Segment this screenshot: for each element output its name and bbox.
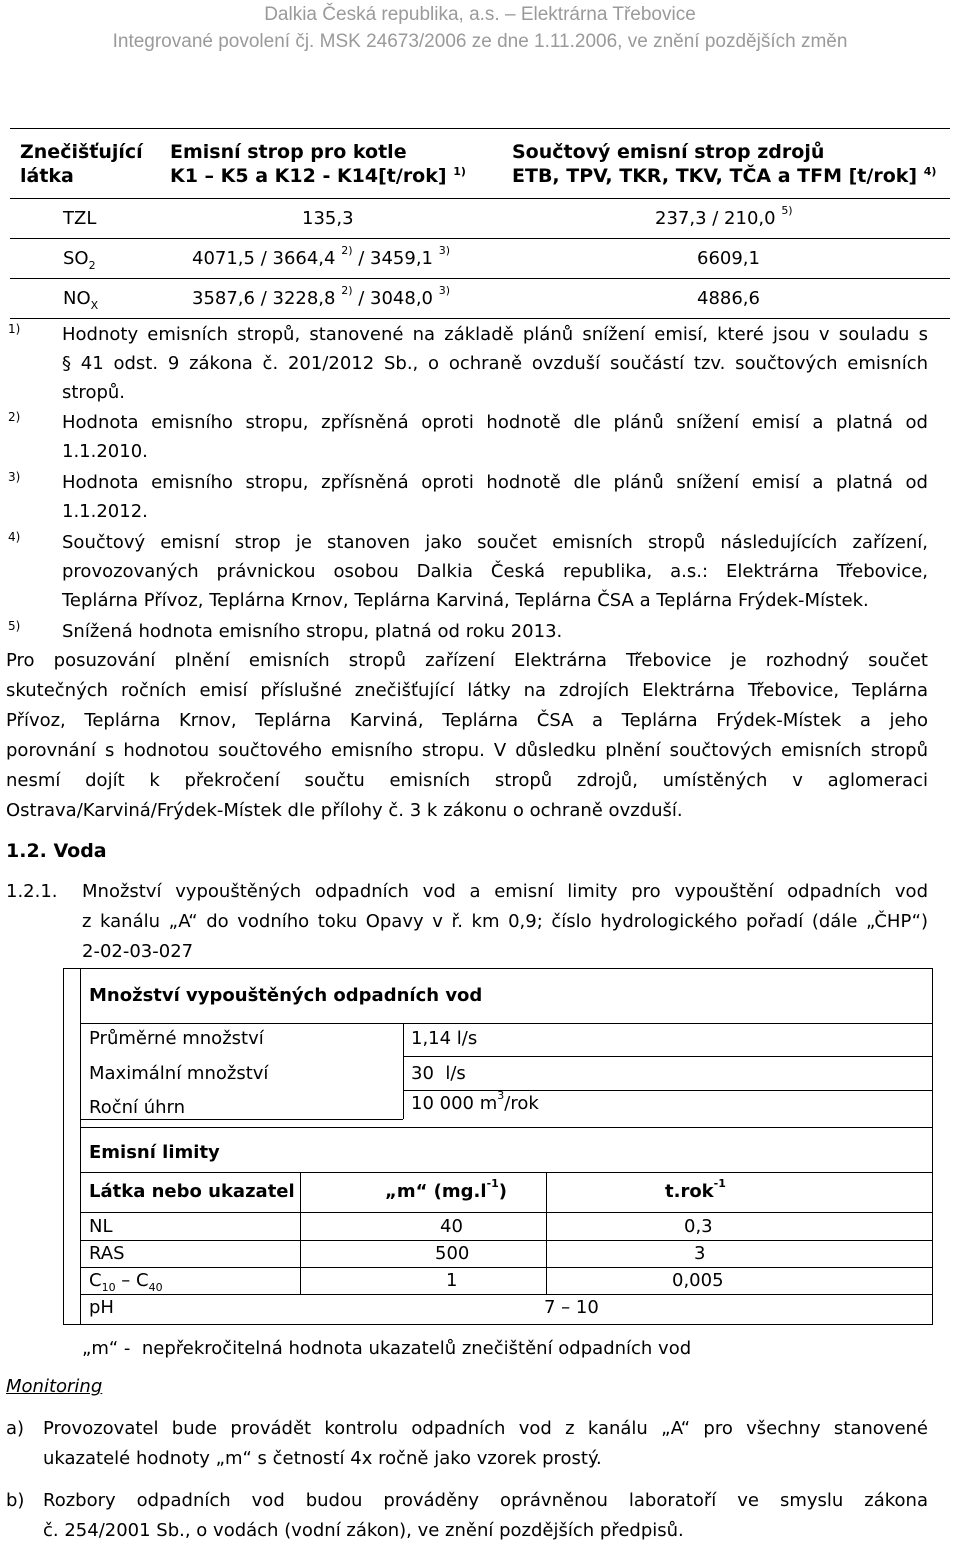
footnote-2: Hodnota emisního stropu, zpřísněná oproti hodnotě dle plánů snížení emisí a platná od 1.1.2010.	[62, 412, 928, 462]
limit-t-nl: 0,3	[684, 1216, 713, 1237]
monitoring-mark-b: b)	[6, 1490, 25, 1511]
boiler-cap-tzl: 135,3	[302, 208, 354, 229]
footnote-mark-5: 5)	[8, 619, 21, 633]
substance-so2: $SO_2$	[63, 248, 96, 272]
table-header-boiler-cap: Emisní strop pro kotle K1 – K5 a K12 - K14[t/rok] $^{1)}$	[170, 141, 466, 187]
limit-m-c10-c40: 1	[446, 1270, 458, 1291]
limits-header-m: „m“ $(mg.l^{-1})$	[385, 1177, 508, 1202]
limits-title: Emisní limity	[89, 1142, 220, 1163]
limit-name-c10-c40: $C_{10} - C_{40}$	[89, 1270, 163, 1294]
total-cap-tzl: 237,3 / 210,0 $^{5)}$	[655, 204, 793, 229]
monitoring-item-a: Provozovatel bude provádět kontrolu odpadních vod z kanálu „A“ pro všechny stanovené ukazatelé hodnoty „m“ s četností 4x ročně jako vzorek prostý.	[43, 1418, 928, 1469]
table-header-border	[10, 198, 950, 199]
boiler-cap-so2: 4071,5 / 3664,4 $^{2)}$ / 3459,1 $^{3)}$	[192, 244, 451, 269]
limit-m-nl: 40	[440, 1216, 463, 1237]
limit-t-c10-c40: 0,005	[672, 1270, 724, 1291]
subsection-text: Množství vypouštěných odpadních vod a emisní limity pro vypouštění odpadních vod z kanálu „A“ do vodního toku Opavy v ř. km 0,9; číslo hydrologického pořadí (dále „ČHP“) 2-02-03-027	[82, 881, 928, 962]
table-header-substance: Znečišťující látka	[20, 141, 143, 187]
footnote-1: Hodnoty emisních stropů, stanovené na základě plánů snížení emisí, které jsou v souladu s § 41 odst. 9 zákona č. 201/2012 Sb., o ochraně ovzduší součástí tzv. součtových emisních stropů.	[62, 324, 928, 403]
section-title: 1.2. Voda	[6, 840, 107, 862]
table-header-total-cap: Součtový emisní strop zdrojů ETB, TPV, TKR, TKV, TČA a TFM [t/rok] $^{4)}$	[512, 141, 937, 187]
summary-paragraph: Pro posuzování plnění emisních stropů zařízení Elektrárna Třebovice je rozhodný součet skutečných ročních emisí příslušné znečišťující látky na zdrojích Elektrárna Třebovice, Teplárna Přívoz, Teplárna Krnov, Teplárna Karviná, Teplárna ČSA a Teplárna Frýdek-Místek a jeho porovnání s hodnotou součtového emisního stropu. V důsledku plnění součtových emisních stropů nesmí dojít k překročení součtu emisních stropů zdrojů, umístěných v aglomeraci Ostrava/Karviná/Frýdek-Místek dle přílohy č. 3 k zákonu o ochraně ovzduší.	[6, 650, 928, 821]
table-top-border	[10, 128, 950, 129]
header-company: Dalkia Česká republika, a.s. – Elektrárna Třebovice	[264, 4, 696, 25]
annual-total-value: 10 000 $m^3$/rok	[411, 1089, 539, 1114]
m-note: „m“ - nepřekročitelná hodnota ukazatelů znečištění odpadních vod	[82, 1338, 692, 1359]
footnote-mark-1: 1)	[8, 322, 21, 336]
header-permit: Integrované povolení čj. MSK 24673/2006 ze dne 1.11.2006, ve znění pozdějších změn	[112, 31, 848, 52]
limit-name-ph: pH	[89, 1297, 114, 1318]
footnote-mark-4: 4)	[8, 530, 21, 544]
avg-flow-value: 1,14 l/s	[411, 1028, 478, 1049]
max-flow-label: Maximální množství	[89, 1063, 269, 1084]
limit-name-nl: NL	[89, 1216, 113, 1237]
limits-header-substance: Látka nebo ukazatel	[89, 1181, 295, 1202]
limits-header-t: t.rok$^{-1}$	[665, 1177, 726, 1202]
monitoring-item-b: Rozbory odpadních vod budou prováděny oprávněnou laboratoří ve smyslu zákona č. 254/2001 Sb., o vodách (vodní zákon), ve znění pozdějších předpisů.	[43, 1490, 928, 1541]
limit-t-ras: 3	[694, 1243, 706, 1264]
limit-m-ras: 500	[435, 1243, 470, 1264]
avg-flow-label: Průměrné množství	[89, 1028, 264, 1049]
water-box-title: Množství vypouštěných odpadních vod	[89, 985, 483, 1006]
monitoring-title: Monitoring	[6, 1376, 103, 1397]
footnote-4: Součtový emisní strop je stanoven jako součet emisních stropů následujících zařízení, provozovaných právnickou osobou Dalkia Česká republika, a.s.: Elektrárna Třebovice, Teplárna Přívoz, Teplárna Krnov, Teplárna Karviná, Teplárna ČSA a Teplárna Frýdek-Místek.	[62, 532, 928, 611]
total-cap-nox: 4886,6	[697, 288, 760, 309]
substance-nox: $NO_X$	[63, 288, 99, 312]
footnote-3: Hodnota emisního stropu, zpřísněná oproti hodnotě dle plánů snížení emisí a platná od 1.1.2012.	[62, 472, 928, 522]
monitoring-mark-a: a)	[6, 1418, 25, 1439]
total-cap-so2: 6609,1	[697, 248, 760, 269]
limit-value-ph: 7 – 10	[544, 1297, 599, 1318]
limit-name-ras: RAS	[89, 1243, 125, 1264]
footnote-mark-2: 2)	[8, 410, 21, 424]
footnote-mark-3: 3)	[8, 470, 21, 484]
boiler-cap-nox: 3587,6 / 3228,8 $^{2)}$ / 3048,0 $^{3)}$	[192, 284, 451, 309]
substance-tzl: TZL	[63, 208, 97, 229]
subsection-number: 1.2.1.	[6, 881, 58, 902]
annual-total-label: Roční úhrn	[89, 1097, 186, 1118]
max-flow-value: 30 l/s	[411, 1063, 466, 1084]
footnote-5: Snížená hodnota emisního stropu, platná od roku 2013.	[62, 621, 563, 642]
